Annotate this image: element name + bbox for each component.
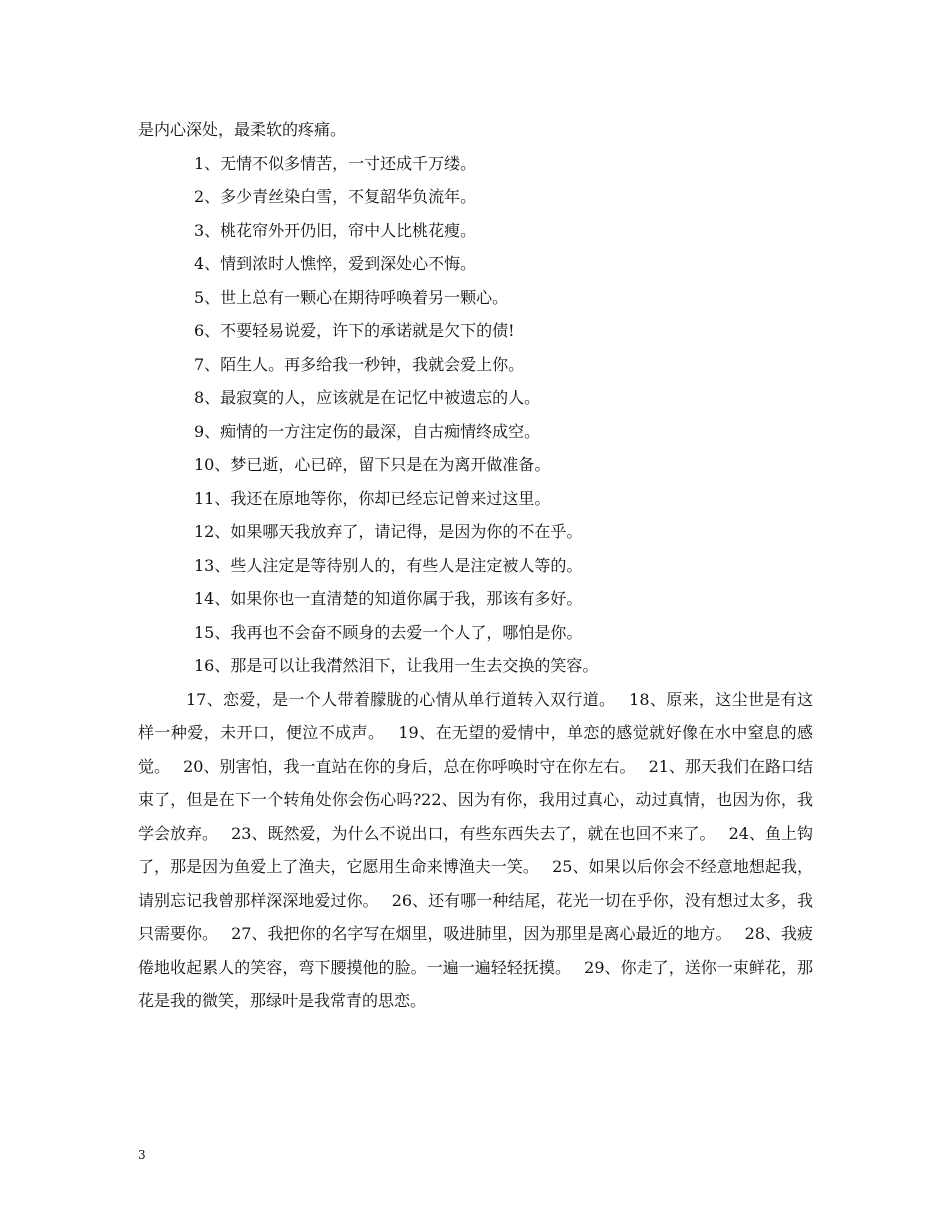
list-item: 6、不要轻易说爱，许下的承诺就是欠下的债! xyxy=(194,321,515,340)
list-item: 11、我还在原地等你，你却已经忘记曾来过这里。 xyxy=(194,488,551,508)
list-item: 9、痴情的一方注定伤的最深，自古痴情终成空。 xyxy=(194,421,541,441)
continuation-line: 是内心深处，最柔软的疼痛。 xyxy=(138,120,347,139)
body-paragraph: 17、恋爱，是一个人带着朦胧的心情从单行道转入双行道。 18、原来，这尘世是有这样一种爱，未开口，便泣不成声。 19、在无望的爱情中，单恋的感觉就好像在水中窒息的感觉。 20、别害怕，我一直站在你的身后，总在你呼唤时守在你左右。 21、那天我们在路口结束了，但是在下一个转角处你会伤心吗?22、因为有你，我用过真心，动过真情，也因为你，我学会放弃。 23、既然爱，为什么不说出口，有些东西失去了，就在也回不来了。 24、鱼上钩了，那是因为鱼爱上了渔夫，它愿用生命来博渔夫一笑。 25、如果以后你会不经意地想起我，请别忘记我曾那样深深地爱过你。 26、还有哪一种结尾，花光一切在乎你，没有想过太多，我只需要你。 27、我把你的名字写在烟里，吸进肺里，因为那里是离心最近的地方。 28、我疲倦地收起累人的笑容，弯下腰摸他的脸。一遍一遍轻轻抚摸。 29、你走了，送你一束鲜花，那花是我的微笑，那绿叶是我常青的思恋。 xyxy=(138,689,813,1010)
list-item: 7、陌生人。再多给我一秒钟，我就会爱上你。 xyxy=(194,354,525,374)
list-item: 5、世上总有一颗心在期待呼唤着另一颗心。 xyxy=(194,287,509,307)
list-item: 4、情到浓时人憔悴，爱到深处心不悔。 xyxy=(194,254,477,273)
list-item: 16、那是可以让我潸然泪下，让我用一生去交换的笑容。 xyxy=(194,656,599,675)
list-item: 13、些人注定是等待别人的，有些人是注定被人等的。 xyxy=(194,555,583,575)
list-item: 2、多少青丝染白雪，不复韶华负流年。 xyxy=(194,187,477,206)
document-body xyxy=(138,113,813,1018)
list-item: 12、如果哪天我放弃了，请记得，是因为你的不在乎。 xyxy=(194,522,583,541)
list-item: 14、如果你也一直清楚的知道你属于我，那该有多好。 xyxy=(194,589,583,608)
list-item: 15、我再也不会奋不顾身的去爱一个人了，哪怕是你。 xyxy=(194,622,583,642)
page-number: 3 xyxy=(138,1148,146,1162)
list-item: 8、最寂寞的人，应该就是在记忆中被遗忘的人。 xyxy=(194,388,541,407)
list-item: 10、梦已逝，心已碎，留下只是在为离开做准备。 xyxy=(194,455,551,474)
list-item: 1、无情不似多情苦，一寸还成千万缕。 xyxy=(194,153,477,173)
list-item: 3、桃花帘外开仍旧，帘中人比桃花瘦。 xyxy=(194,220,477,240)
